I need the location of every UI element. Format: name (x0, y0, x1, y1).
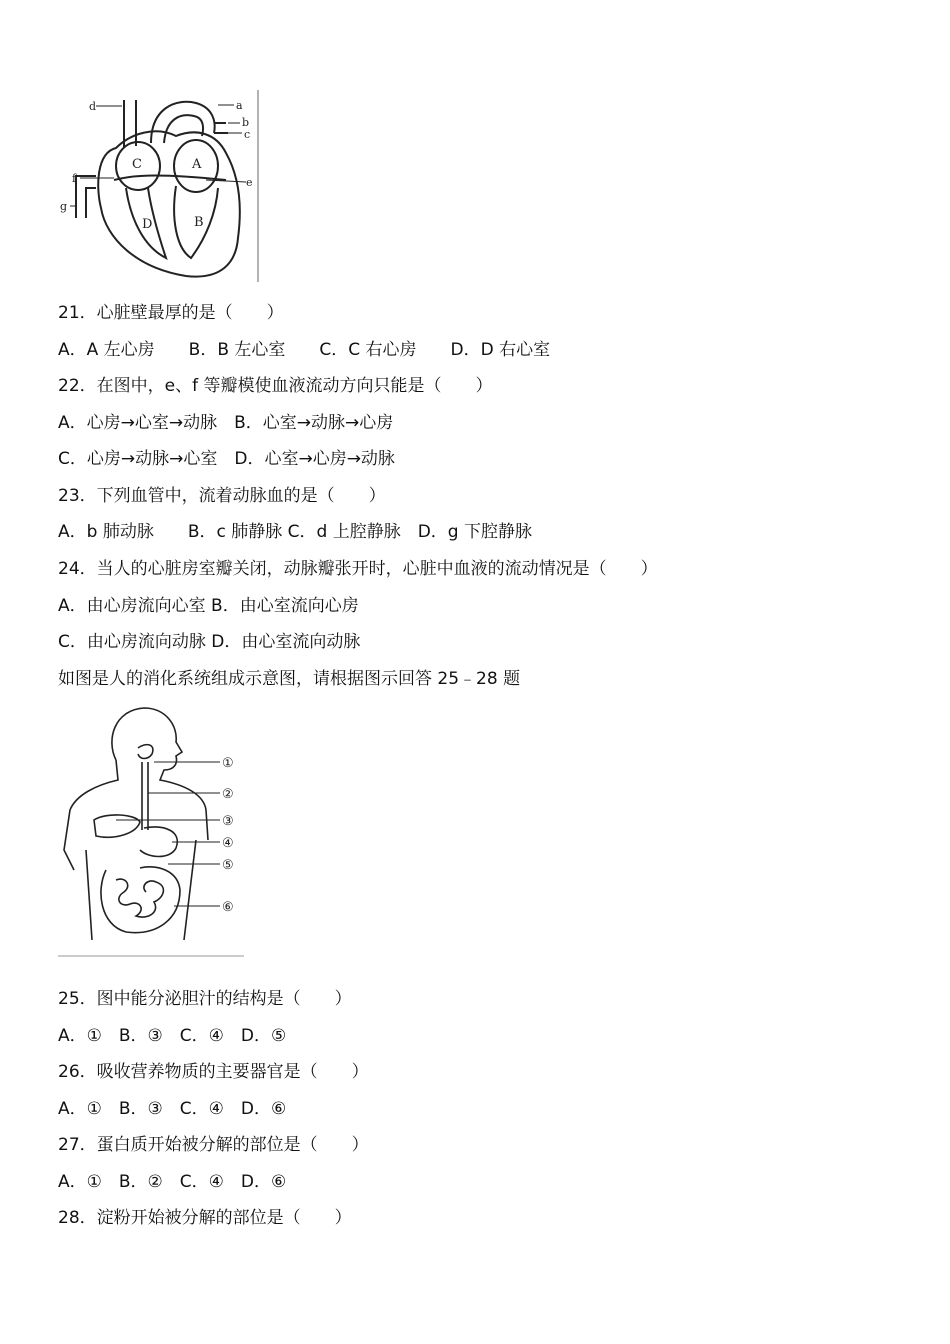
question-28-stem: 28．淀粉开始被分解的部位是（ ） (58, 1208, 352, 1228)
question-22-options-2: C．心房→动脉→心室 D．心室→心房→动脉 (58, 449, 395, 469)
digest-label-3: ③ (222, 814, 234, 829)
question-27-options: A．① B．② C．④ D．⑥ (58, 1172, 287, 1192)
question-26-options: A．① B．③ C．④ D．⑥ (58, 1099, 287, 1119)
digest-label-2: ② (222, 787, 234, 802)
question-22-stem: 22．在图中，e、f 等瓣模使血液流动方向只能是（ ） (58, 376, 493, 396)
question-24-stem: 24．当人的心脏房室瓣关闭，动脉瓣张开时，心脏中血液的流动情况是（ ） (58, 559, 658, 579)
question-23-stem: 23．下列血管中，流着动脉血的是（ ） (58, 486, 386, 506)
heart-label-g: g (60, 200, 68, 213)
question-24-options-1: A．由心房流向心室 B．由心室流向心房 (58, 596, 359, 616)
digest-label-5: ⑤ (222, 858, 234, 873)
question-27-stem: 27．蛋白质开始被分解的部位是（ ） (58, 1135, 369, 1155)
digest-label-6: ⑥ (222, 900, 234, 915)
heart-label-b: b (242, 116, 250, 129)
question-24-options-2: C．由心房流向动脉 D．由心室流向动脉 (58, 632, 361, 652)
digest-label-1: ① (222, 756, 234, 771)
question-22-options-1: A．心房→心室→动脉 B．心室→动脉→心房 (58, 413, 394, 433)
question-26-stem: 26．吸收营养物质的主要器官是（ ） (58, 1062, 369, 1082)
question-25-stem: 25．图中能分泌胆汁的结构是（ ） (58, 989, 352, 1009)
question-21-options: A．A 左心房 B．B 左心室 C．C 右心房 D．D 右心室 (58, 340, 551, 360)
heart-label-a: a (236, 99, 243, 112)
heart-diagram-drawing (56, 88, 260, 284)
heart-label-c: c (244, 128, 251, 141)
digestive-diagram-drawing (56, 700, 246, 960)
heart-chamber-C: C (132, 157, 142, 172)
heart-label-f: f (72, 172, 77, 185)
heart-chamber-A: A (192, 157, 202, 172)
digestive-intro: 如图是人的消化系统组成示意图，请根据图示回答 25﹣28 题 (58, 669, 521, 689)
heart-chamber-D: D (142, 217, 153, 232)
heart-chamber-B: B (194, 215, 204, 230)
heart-diagram (56, 88, 260, 284)
heart-label-d: d (89, 100, 97, 113)
question-23-options: A．b 肺动脉 B．c 肺静脉 C．d 上腔静脉 D．g 下腔静脉 (58, 522, 532, 542)
heart-label-e: e (246, 176, 253, 189)
question-25-options: A．① B．③ C．④ D．⑤ (58, 1026, 287, 1046)
question-21-stem: 21．心脏壁最厚的是（ ） (58, 303, 284, 323)
digestive-diagram (56, 700, 246, 960)
digest-label-4: ④ (222, 836, 234, 851)
